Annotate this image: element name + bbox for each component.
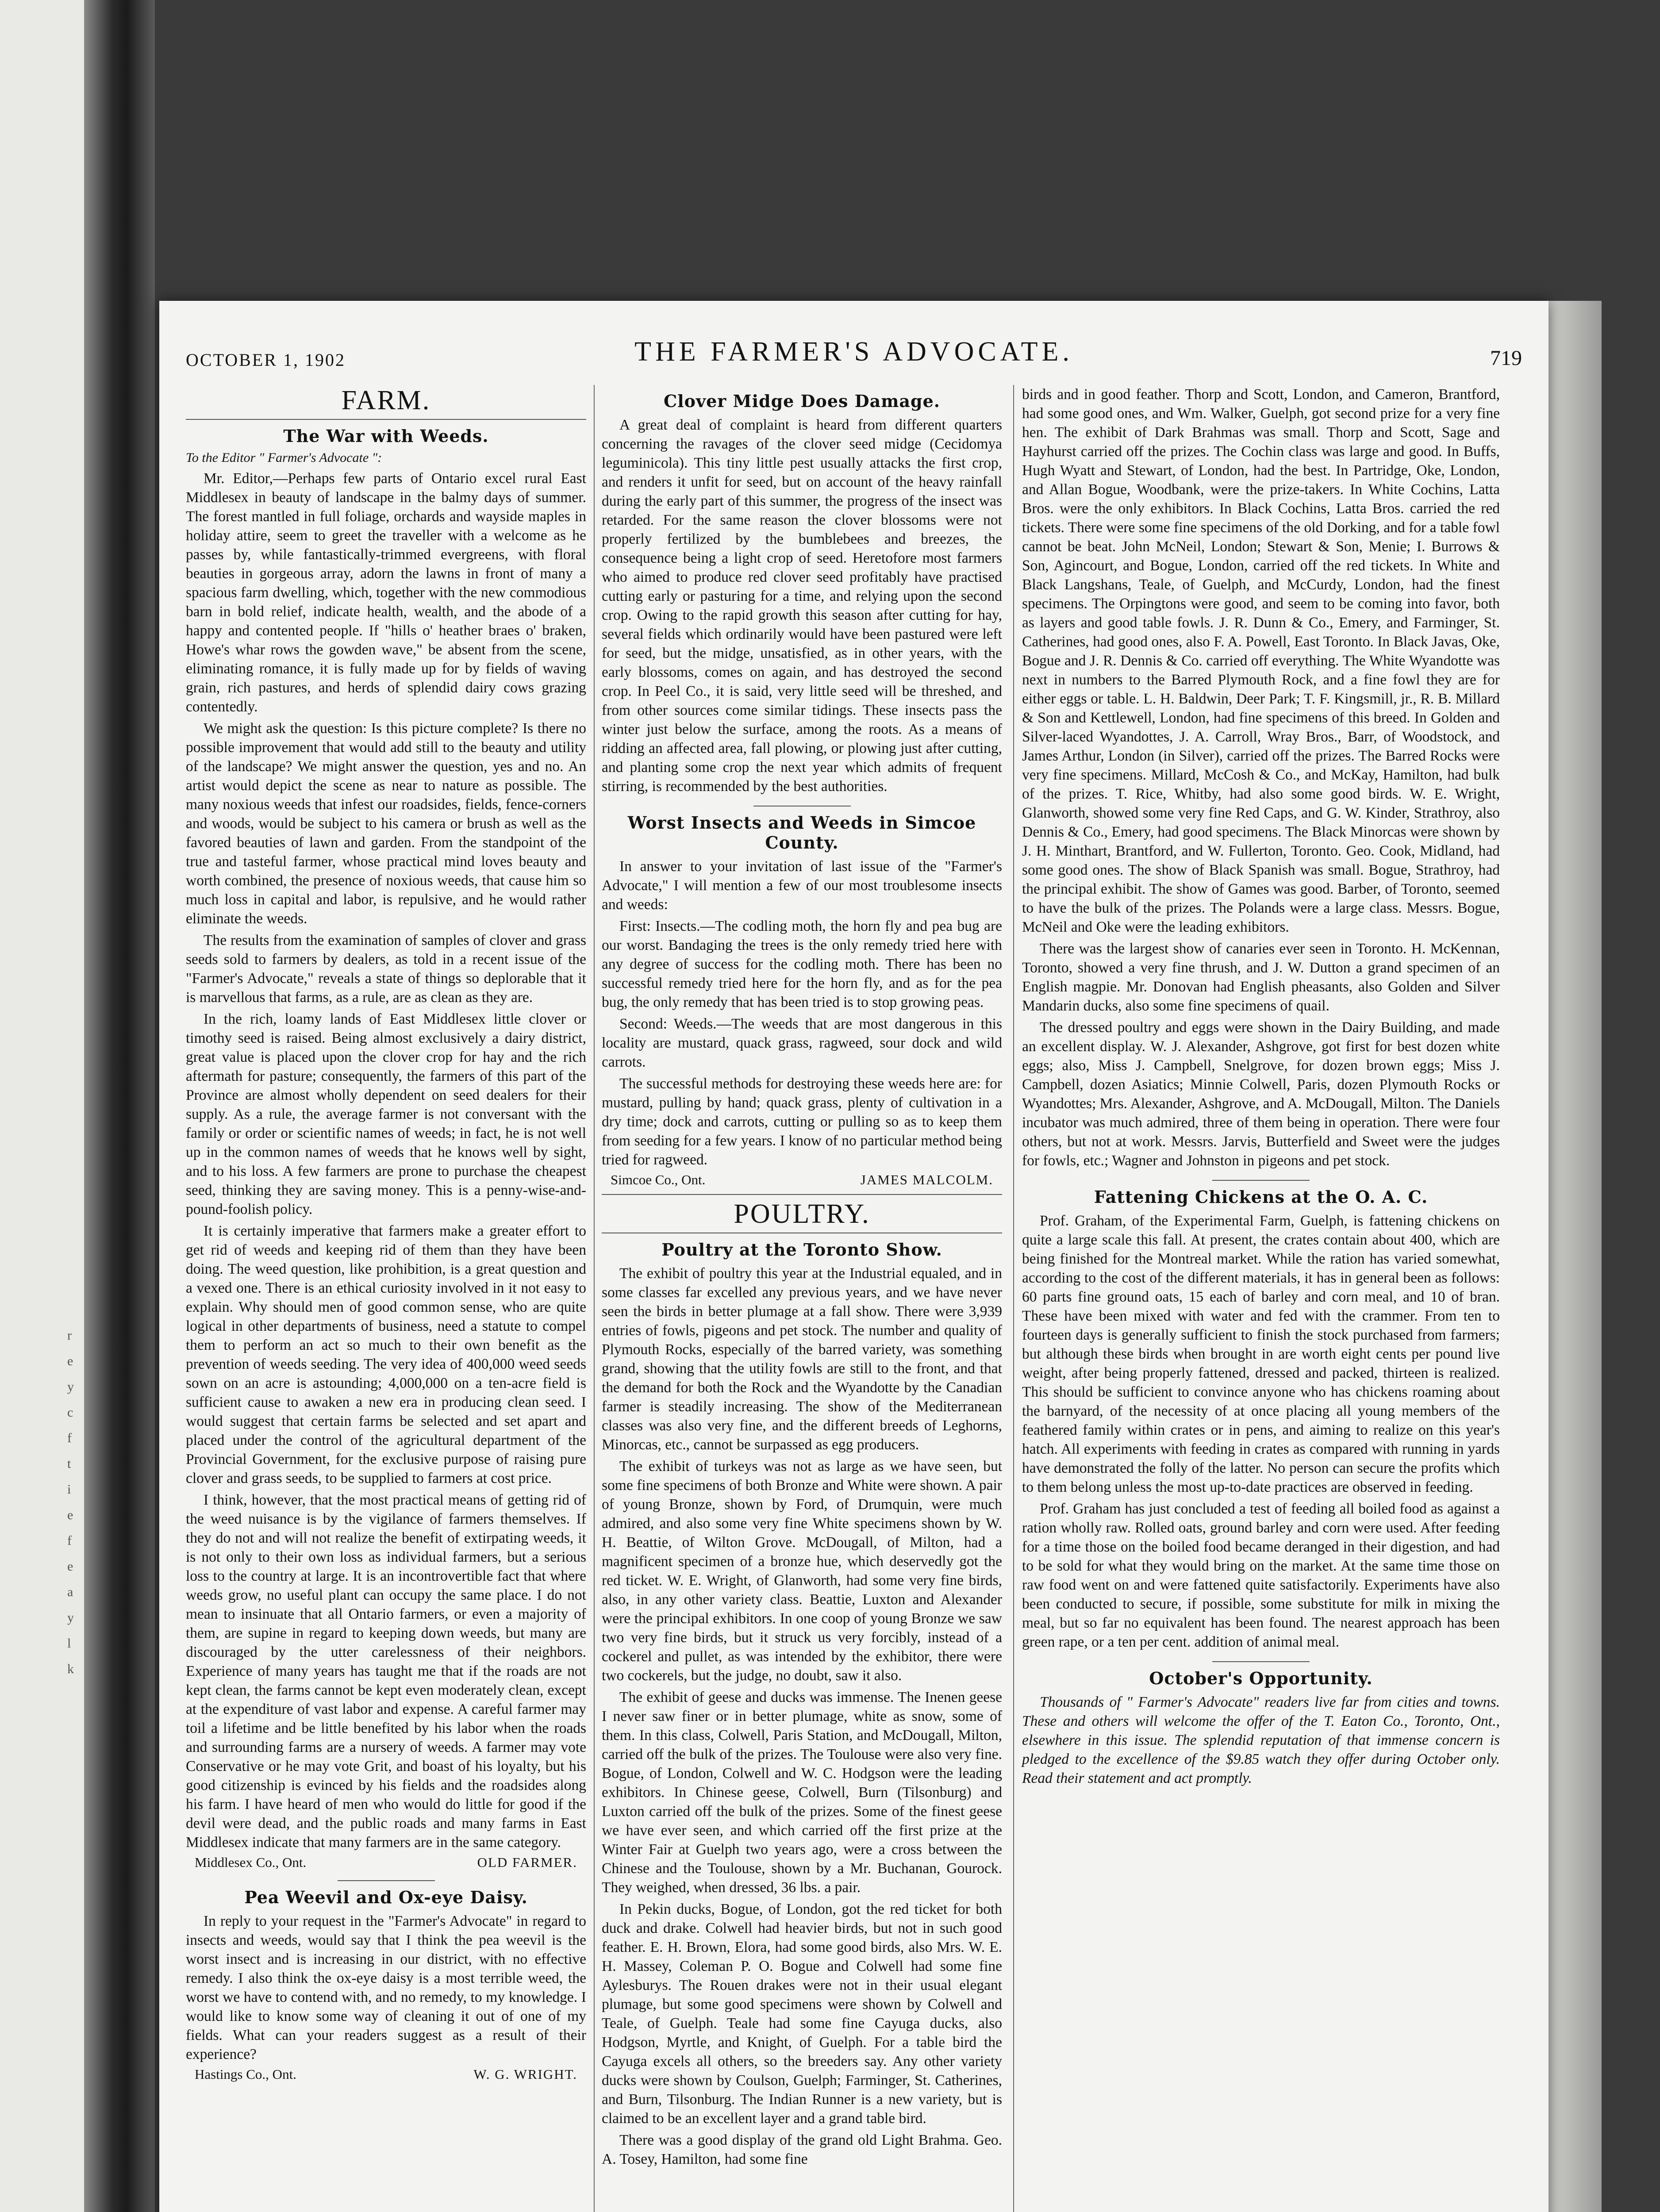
paragraph: In reply to your request in the "Farmer's Advocate" in regard to insects and weeds, would say that I think the pea weevil is the worst insect and is increasing in our district, with no effective remedy. I also think the ox-eye daisy is a most terrible weed, the worst we have to contend with, and no remedy, to my knowledge. I would like to know some way of cleaning it out of one of my fields. What can your readers suggest as a result of their experience? bbox=[186, 1913, 586, 2062]
masthead: THE FARMER'S ADVOCATE. bbox=[634, 337, 1073, 367]
signature bbox=[186, 1855, 586, 1870]
divider bbox=[338, 1880, 435, 1881]
divider bbox=[1212, 1180, 1310, 1181]
paragraph: I think, however, that the most practical means of getting rid of the weed nuisance is by the vigilance of farmers themselves. If they do not and will not realize the benefit of extirpating weeds, it is not only to their own loss as individual farmers, but a serious loss to the country at large. It is an incontrovertible fact that where weeds grow, no useful plant can occupy the same place. I do not mean to insinuate that all Ontario farmers, or even a majority of them, are supine in regard to keeping down weeds, but many are discouraged by the utter carelessness of their neighbors. Experience of many years has taught me that if the roads are not kept clean, the farms cannot be kept even moderately clean, except at the expenditure of vast labor and expense. A careful farmer may toil a lifetime and be little benefited by his labor when the roads and surrounding farms are a nursery of weeds. A farmer may vote Conservative or he may vote Grit, and boast of his loyalty, but his good citizenship is evinced by his fields and the roadsides along his farm. I have heard of men who would do little for good if the devil were dead, and the public roads and many farms in East Middlesex indicate that many farmers are in the same category. bbox=[186, 1492, 586, 1851]
paragraph: There was the largest show of canaries ever seen in Toronto. H. McKennan, Toronto, showed a very fine thrush, and J. W. Dutton a grand specimen of an English magpie. Mr. Donovan had English pheasants, also Golden and Silver Mandarin ducks, also some fine specimens of quail. bbox=[1022, 941, 1500, 1014]
paragraph: Thousands of " Farmer's Advocate" readers live far from cities and towns. These and others will welcome the offer of the T. Eaton Co., Toronto, Ont., elsewhere in this issue. The splendid reputation of that immense concern is pledged to the excellence of the $9.85 watch they offer during October only. Read their statement and act promptly. bbox=[1022, 1694, 1500, 1786]
column-3 bbox=[1022, 385, 1500, 1790]
facing-page-margin bbox=[0, 0, 84, 2212]
signature bbox=[186, 2066, 586, 2082]
section-heading-farm: FARM. bbox=[186, 385, 586, 420]
paragraph: birds and in good feather. Thorp and Scott, London, and Cameron, Brantford, had some good ones, and Wm. Walker, Guelph, got second prize for a very fine hen. The exhibit of Dark Brahmas was small. Thorp and Scott, Sage and Hayhurst carried off the prizes. The Cochin class was large and good. In Buffs, Hugh Wyatt and Stewart, of London, had the best. In Partridge, Oke, London, and Allan Bogue, Woodbank, were the prize-takers. In White Cochins, Latta Bros. were the only exhibitors. In Black Cochins, Latta Bros. carried the red tickets. There were some fine specimens of the old Dorking, and for a table fowl cannot be beat. John McNeil, London; Stewart & Son, Menie; I. Burrows & Son, Agincourt, and Bogue, London, carried off the red tickets. In White and Black Langshans, Teale, of Guelph, and McCurdy, London, had the finest specimens. The Orpingtons were good, and seem to be coming into favor, both as layers and good table fowls. J. R. Dunn & Co., Emery, and Farminger, St. Catherines, had good ones, also F. A. Powell, East Toronto. In Black Javas, Oke, Bogue and J. R. Dennis & Co. carried off everything. The White Wyandotte was next in numbers to the Barred Plymouth Rock, and a fine fowl they are for either eggs or table. L. H. Baldwin, Deer Park; T. F. Kingsmill, jr., R. B. Millard & Son and Kettlewell, London, had fine specimens of this breed. In Golden and Silver-laced Wyandottes, J. A. Carroll, Wray Bros., Barr, of Woodstock, and James Arthur, London (in Silver), carried off the prizes. The Barred Rocks were very fine specimens. Millard, McCosh & Co., and McKay, Hamilton, had bulk of the prizes. T. Rice, Whitby, had also some good birds. W. E. Wright, Glanworth, showed some very fine Red Caps, and G. W. Kinder, Strathroy, also Dennis & Co., Emery, had good specimens. The Black Minorcas were shown by J. H. Minthart, Brantford, and W. Fullerton, Toronto. Geo. Cook, Midland, had some good ones. The show of Black Spanish was small. Bogue, Strathroy, had the principal exhibit. The show of Games was good. Barber, of Toronto, seemed to have the bulk of the prizes. The Polands were a large class. Messrs. Bogue, McNeil and Oke were the leading exhibitors. bbox=[1022, 386, 1500, 935]
paragraph: The exhibit of turkeys was not as large as we have seen, but some fine specimens of both Bronze and White were shown. A pair of young Bronze, shown by Ford, of Drumquin, were much admired, and also some very fine White specimens shown by W. H. Beattie, of Wilton Grove. McDougall, of Milton, had a magnificent specimen of a bronze hue, which deservedly got the red ticket. W. E. Wright, of Glanworth, had some very fine birds, also, in any other variety class. Beattie, Luxton and Alexander were the principal exhibitors. In one coop of young Bronze we saw two very fine birds, but it struck us very forcibly, instead of a cockerel and pullet, as was intended by the exhibitor, there were two cockerels, but the judge, no doubt, saw it also. bbox=[602, 1458, 1002, 1684]
article-clover-midge bbox=[602, 391, 1002, 796]
paragraph: First: Insects.—The codling moth, the horn fly and pea bug are our worst. Bandaging the trees is the only remedy tried here with any degree of success for the codling moth. There has been no successful remedy tried here for the horn fly, and as for the pea bug, the only remedy that has been tried is to stop growing peas. bbox=[602, 918, 1002, 1010]
column-rule bbox=[594, 385, 595, 2212]
paragraph: A great deal of complaint is heard from different quarters concerning the ravages of the clover seed midge (Cecidomya leguminicola). This tiny little pest usually attacks the first crop, and renders it unfit for seed, but on account of the heavy rainfall during the early part of this summer, the progress of the insect was retarded. For the same reason the clover blossoms were not properly fertilized by the bumblebees and breezes, the consequence being a light crop of seed. Heretofore most farmers who aimed to produce red clover seed profitably have practised cutting early or pasturing for a time, and relying upon the second crop. Owing to the rapid growth this season after cutting for hay, several fields which ordinarily would have been pastured were left for seed, but the midge, unsatisfied, as in other years, with the early blossoms, comes on again, and has destroyed the second crop. In Peel Co., it is said, very little seed will be threshed, and from other sources come similar tidings. These insects pass the winter just below the surface, among the roots. As a means of ridding an affected area, fall plowing, or plowing just after cutting, and planting some crop the next year which admits of frequent stirring, is recommended by the best authorities. bbox=[602, 417, 1002, 795]
article-title: Poultry at the Toronto Show. bbox=[661, 1240, 942, 1260]
paragraph: It is certainly imperative that farmers make a greater effort to get rid of weeds and keeping rid of them than they have been doing. The weed question, like prohibition, is a great question and a vexed one. There is an ethical curiosity involved in it not easy to explain. Why should men of good common sense, who are quite logical in other departments of business, need a statute to compel them to perform an act so much to their own benefit as the prevention of weeds seeding. The very idea of 400,000 weed seeds sown on an acre is astounding; 4,000,000 on a ten-acre field is sufficient cause to awaken a new era in producing clean seed. I would suggest that certain farms be selected and set apart and placed under the control of the agricultural department of the Provincial Government, for the exclusive purpose of raising pure clover and grass seeds, to be supplied to farmers at cost price. bbox=[186, 1223, 586, 1486]
article-poultry-toronto-show bbox=[602, 1240, 1002, 2169]
margin-letter-fragments: r e y c f t i e f e a y l k bbox=[67, 1328, 74, 1676]
paragraph: Mr. Editor,—Perhaps few parts of Ontario excel rural East Middlesex in beauty of landscape in the balmy days of summer. The forest mantled in full foliage, orchards and wayside maples in holiday attire, seem to greet the traveller with a welcome as he passes by, while fantastically-trimmed evergreens, with floral beauties in gorgeous array, adorn the lawns in front of many a spacious farm dwelling, which, together with the new commodious barn in bold relief, indicate health, wealth, and the abode of a happy and contented people. If "hills o' heather braes o' braken, Howe's whar rows the gowden wave," be absent from the scene, eliminating romance, it is fully made up for by fields of waving grain, rich pastures, and herds of splendid dairy cows grazing contentedly. bbox=[186, 470, 586, 715]
paragraph: The dressed poultry and eggs were shown in the Dairy Building, and made an excellent display. W. J. Alexander, Ashgrove, got first for best dozen white eggs; also, Miss J. Campbell, Snelgrove, for dozen brown eggs; Miss J. Campbell, dozen Asiatics; Minnie Colwell, Paris, dozen Plymouth Rocks or Wyandottes; Mrs. Alexander, Ashgrove, and A. McDougall, Milton. The Daniels incubator was much admired, three of them being in operation. There were four others, but not at work. Messrs. Jarvis, Butterfield and Sweet were the judges for fowls, etc.; Wagner and Johnston in pigeons and pet stock. bbox=[1022, 1019, 1500, 1169]
page-header bbox=[186, 336, 1522, 372]
signature bbox=[602, 1172, 1002, 1188]
paragraph: Prof. Graham has just concluded a test of feeding all boiled food as against a ration wholly raw. Rolled oats, ground barley and corn were used. After feeding for a time those on the boiled food became deranged in their digestion, and had to be sold for what they would bring on the market. At the same time those on raw food went on and were fattened quite satisfactorily. Experiments have also been conducted to secure, if possible, some substitute for milk in mixing the meal, but so far no equivalent has been found. The nearest approach has been green rape, or a ten per cent. addition of animal meal. bbox=[1022, 1501, 1500, 1650]
paragraph: The successful methods for destroying these weeds here are: for mustard, pulling by hand; quack grass, plenty of cultivation in a dry time; dock and carrots, cutting or pulling so as to keep them from seeding for a few years. I know of no particular method being tried for ragweed. bbox=[602, 1075, 1002, 1168]
paragraph: In Pekin ducks, Bogue, of London, got the red ticket for both duck and drake. Colwell had heavier birds, but not in such good feather. E. H. Brown, Elora, had some good birds, also Mrs. W. E. H. Massey, Coleman P. O. Bogue and Colwell had some fine Aylesburys. The Rouen drakes were not in their usual elegant plumage, but some good specimens were shown by Colwell and Teale, of Guelph. Teale had some fine Cayuga ducks, also Hodgson, Myrtle, and Knight, of Guelph. For a table bird the Cayuga excels all others, so the breeders say. Any other variety ducks were shown by Coulson, Guelph; Farminger, St. Catherines, and Burn, Tilsonburg. The Indian Runner is a new variety, but is claimed to be an excellent layer and a grand table bird. bbox=[602, 1901, 1002, 2127]
book-spine bbox=[84, 0, 155, 2212]
paragraph: In the rich, loamy lands of East Middlesex little clover or timothy seed is raised. Being almost exclusively a dairy district, great value is placed upon the clover crop for hay and the rich aftermath for pasture; consequently, the farmers of this part of the Province are almost wholly dependent on seed dealers for their supply. As a rule, the average farmer is not conversant with the family or order or scientific names of weeds; in fact, he is not well up in the common names of weeds that he knows well by sight, and to his loss. A few farmers are prone to purchase the cheapest seed, thinking they are saving money. This is a penny-wise-and-pound-foolish policy. bbox=[186, 1011, 586, 1217]
paragraph: Prof. Graham, of the Experimental Farm, Guelph, is fattening chickens on quite a large scale this fall. At present, the crates contain about 400, which are being finished for the Montreal market. While the ration has varied somewhat, according to the cost of the different materials, it has in general been as follows: 60 parts fine ground oats, 15 each of barley and corn meal, and 10 of bran. These have been mixed with water and fed with the crammer. From ten to fourteen days is generally sufficient to finish the stock purchased from farmers; but although these birds when brought in are worth eight cents per pound live weight, after being properly fattened, dressed and packed, thirteen is realized. This should be sufficient to convince anyone who has chickens roaming about the barnyard, of the necessity of at once placing all young members of the feathered family within crates or in pens, and aiming to realize on this year's hatch. All experiments with feeding in crates as compared with running in yards have demonstrated the folly of the latter. No person can secure the profits which to them belong unless the most up-to-date practices are observed in feeding. bbox=[1022, 1213, 1500, 1495]
article-title: Fattening Chickens at the O. A. C. bbox=[1094, 1187, 1428, 1207]
newspaper-page bbox=[159, 301, 1549, 2212]
paragraph: The exhibit of geese and ducks was immense. The Inenen geese I never saw finer or in better plumage, white as snow, some of them. In this class, Colwell, Paris Station, and McDougall, Milton, carried off the bulk of the prizes. The Toulouse were also very fine. Bogue, of London, Colwell and W. C. Hodgson were the leading exhibitors. In Chinese geese, Colwell, Burn (Tilsonburg) and Luxton carried off the bulk of the prizes. Some of the finest geese we have ever seen, and which carried off the first prize at the Winter Fair at Guelph two years ago, were a cross between the Chinese and the Toulouse, shown by a Mr. Buchanan, Gourock. They weighed, when dressed, 36 lbs. a pair. bbox=[602, 1689, 1002, 1896]
paragraph: The results from the examination of samples of clover and grass seeds sold to farmers by dealers, as told in a recent issue of the "Farmer's Advocate," reveals a state of things so deplorable that it is marvellous that farms, as a rule, are as clean as they are. bbox=[186, 932, 586, 1006]
salutation: To the Editor " Farmer's Advocate ": bbox=[186, 450, 382, 465]
article-title: The War with Weeds. bbox=[283, 426, 489, 446]
article-title: Clover Midge Does Damage. bbox=[663, 391, 941, 411]
paragraph: In answer to your invitation of last issue of the "Farmer's Advocate," I will mention a few of our most troublesome insects and weeds: bbox=[602, 858, 1002, 913]
paragraph: The exhibit of poultry this year at the Industrial equaled, and in some classes far excelled any previous years, and we have never seen the birds in better plumage at a fall show. There were 3,939 entries of fowls, pigeons and pet stock. The number and quality of Plymouth Rocks, especially of the barred variety, was something grand, showing that the utility fowls are still to the front, and that the demand for both the Rock and the Wyandotte by the Canadian farmer is steadily increasing. The show of the Mediterranean classes was also very fine, and the different breeds of Leghorns, Minorcas, etc., cannot be surpassed as egg producers. bbox=[602, 1265, 1002, 1453]
page-number: 719 bbox=[1490, 346, 1522, 370]
column-2 bbox=[602, 385, 1002, 2171]
column-rule bbox=[1013, 385, 1014, 2212]
page-edge bbox=[1549, 301, 1602, 2212]
paragraph: There was a good display of the grand old Light Brahma. Geo. A. Tosey, Hamilton, had some fine bbox=[602, 2132, 1002, 2167]
paragraph: Second: Weeds.—The weeds that are most dangerous in this locality are mustard, quack grass, ragweed, sour dock and wild carrots. bbox=[602, 1016, 1002, 1070]
signature-place: Simcoe Co., Ont. bbox=[611, 1172, 706, 1187]
signature-place: Middlesex Co., Ont. bbox=[195, 1855, 307, 1870]
issue-date: OCTOBER 1, 1902 bbox=[186, 350, 346, 370]
article-pea-weevil bbox=[186, 1887, 586, 2082]
signature-name: JAMES MALCOLM. bbox=[860, 1172, 993, 1187]
section-heading-poultry: POULTRY. bbox=[602, 1194, 1002, 1233]
article-octobers-opportunity bbox=[1022, 1668, 1500, 1788]
article-title: Pea Weevil and Ox-eye Daisy. bbox=[244, 1887, 528, 1907]
article-fattening-chickens bbox=[1022, 1187, 1500, 1651]
signature-place: Hastings Co., Ont. bbox=[195, 2066, 296, 2082]
paragraph: We might ask the question: Is this picture complete? Is there no possible improvement that would add still to the beauty and utility of the landscape? We might answer the question, yes and no. An artist would depict the scene as near to nature as possible. The many noxious weeds that infest our roadsides, fields, fence-corners and woods, would be subject to his camera or brush as well as the favored beauties of lawn and garden. From the standpoint of the true and tasteful farmer, whose practical mind loves beauty and worth combined, the presence of noxious weeds, that cause him so much loss in capital and labor, is repulsive, and he would rather eliminate the weeds. bbox=[186, 720, 586, 927]
article-title: October's Opportunity. bbox=[1149, 1668, 1373, 1688]
signature-name: OLD FARMER. bbox=[477, 1855, 577, 1870]
article-worst-insects bbox=[602, 813, 1002, 1188]
divider bbox=[1212, 1661, 1310, 1662]
article-title: Worst Insects and Weeds in Simcoe County. bbox=[627, 813, 976, 853]
column-1 bbox=[186, 385, 586, 2089]
article-war-with-weeds bbox=[186, 426, 586, 1870]
signature-name: W. G. WRIGHT. bbox=[473, 2066, 577, 2082]
